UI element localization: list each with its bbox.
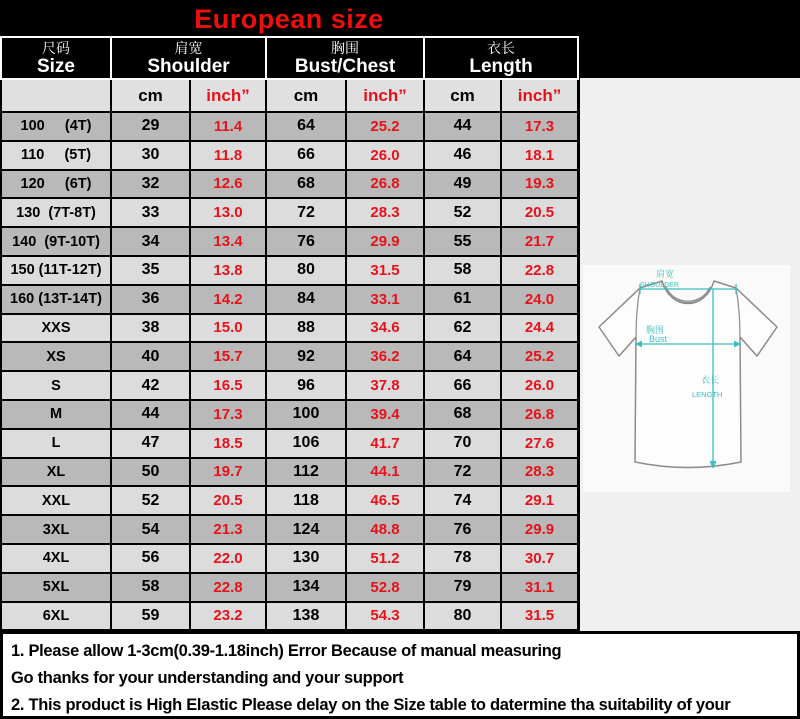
inch-value-cell: 20.5	[190, 486, 266, 515]
inch-value-cell: 22.8	[501, 256, 578, 285]
inch-value-cell: 15.0	[190, 314, 266, 343]
size-cell: 100 (4T)	[1, 112, 111, 141]
cm-value-cell: 76	[266, 227, 346, 256]
inch-value-cell: 41.7	[346, 429, 424, 458]
inch-value-cell: 24.0	[501, 285, 578, 314]
size-cell: XXS	[1, 314, 111, 343]
cm-value-cell: 64	[266, 112, 346, 141]
inch-value-cell: 24.4	[501, 314, 578, 343]
inch-value-cell: 18.5	[190, 429, 266, 458]
table-row	[1, 112, 578, 141]
cm-value-cell: 76	[424, 515, 501, 544]
size-cell: 5XL	[1, 573, 111, 602]
cm-value-cell: 62	[424, 314, 501, 343]
inch-value-cell: 44.1	[346, 458, 424, 487]
cm-value-cell: 92	[266, 342, 346, 371]
column-header-shoulder: 肩宽 Shoulder	[111, 37, 266, 79]
unit-inch-header: inch”	[346, 79, 424, 112]
footer-notes	[0, 631, 800, 719]
cm-value-cell: 72	[424, 458, 501, 487]
inch-value-cell: 26.0	[501, 371, 578, 400]
cm-value-cell: 32	[111, 170, 190, 199]
tshirt-diagram	[583, 265, 790, 492]
cm-value-cell: 78	[424, 544, 501, 573]
bust-label-en: Bust	[649, 334, 668, 344]
cm-value-cell: 88	[266, 314, 346, 343]
inch-value-cell: 30.7	[501, 544, 578, 573]
inch-value-cell: 23.2	[190, 602, 266, 631]
inch-value-cell: 37.8	[346, 371, 424, 400]
inch-value-cell: 18.1	[501, 141, 578, 170]
table-row	[1, 486, 578, 515]
table-header-row	[1, 37, 578, 79]
unit-cm-header: cm	[424, 79, 501, 112]
size-cell: 130 (7T-8T)	[1, 198, 111, 227]
size-cell: 140 (9T-10T)	[1, 227, 111, 256]
inch-value-cell: 25.2	[501, 342, 578, 371]
cm-value-cell: 70	[424, 429, 501, 458]
shoulder-label-en: SHOULDER	[640, 282, 679, 289]
cm-value-cell: 118	[266, 486, 346, 515]
size-cell: 150 (11T-12T)	[1, 256, 111, 285]
size-cell: 110 (5T)	[1, 141, 111, 170]
inch-value-cell: 17.3	[501, 112, 578, 141]
inch-value-cell: 46.5	[346, 486, 424, 515]
inch-value-cell: 12.6	[190, 170, 266, 199]
cm-value-cell: 58	[111, 573, 190, 602]
footer-note-1: 1. Please allow 1-3cm(0.39-1.18inch) Error Because of manual measuring	[11, 642, 562, 660]
size-cell: 3XL	[1, 515, 111, 544]
unit-inch-header: inch”	[501, 79, 578, 112]
inch-value-cell: 26.8	[346, 170, 424, 199]
cm-value-cell: 106	[266, 429, 346, 458]
table-row	[1, 573, 578, 602]
table-row	[1, 515, 578, 544]
inch-value-cell: 16.5	[190, 371, 266, 400]
inch-value-cell: 52.8	[346, 573, 424, 602]
cm-value-cell: 80	[424, 602, 501, 631]
table-row	[1, 170, 578, 199]
cm-value-cell: 66	[266, 141, 346, 170]
size-cell: L	[1, 429, 111, 458]
cm-value-cell: 138	[266, 602, 346, 631]
inch-value-cell: 11.8	[190, 141, 266, 170]
inch-value-cell: 13.8	[190, 256, 266, 285]
inch-value-cell: 28.3	[501, 458, 578, 487]
shoulder-label-zh: 肩宽	[656, 269, 675, 279]
table-row	[1, 429, 578, 458]
inch-value-cell: 48.8	[346, 515, 424, 544]
cm-value-cell: 80	[266, 256, 346, 285]
unit-header-row	[1, 79, 578, 112]
cm-value-cell: 96	[266, 371, 346, 400]
cm-value-cell: 74	[424, 486, 501, 515]
inch-value-cell: 22.0	[190, 544, 266, 573]
length-label-zh: 衣长	[701, 375, 720, 385]
cm-value-cell: 38	[111, 314, 190, 343]
inch-value-cell: 13.0	[190, 198, 266, 227]
cm-value-cell: 79	[424, 573, 501, 602]
column-header-length: 衣长 Length	[424, 37, 578, 79]
cm-value-cell: 50	[111, 458, 190, 487]
cm-value-cell: 30	[111, 141, 190, 170]
inch-value-cell: 20.5	[501, 198, 578, 227]
size-cell: XS	[1, 342, 111, 371]
inch-value-cell: 13.4	[190, 227, 266, 256]
cm-value-cell: 84	[266, 285, 346, 314]
cm-value-cell: 35	[111, 256, 190, 285]
cm-value-cell: 68	[424, 400, 501, 429]
table-row	[1, 198, 578, 227]
cm-value-cell: 59	[111, 602, 190, 631]
cm-value-cell: 72	[266, 198, 346, 227]
cm-value-cell: 61	[424, 285, 501, 314]
inch-value-cell: 29.1	[501, 486, 578, 515]
cm-value-cell: 130	[266, 544, 346, 573]
size-cell: XL	[1, 458, 111, 487]
size-cell: 160 (13T-14T)	[1, 285, 111, 314]
inch-value-cell: 14.2	[190, 285, 266, 314]
cm-value-cell: 56	[111, 544, 190, 573]
inch-value-cell: 25.2	[346, 112, 424, 141]
cm-value-cell: 29	[111, 112, 190, 141]
cm-value-cell: 47	[111, 429, 190, 458]
size-table-body	[1, 112, 578, 630]
inch-value-cell: 26.8	[501, 400, 578, 429]
inch-value-cell: 31.5	[346, 256, 424, 285]
inch-value-cell: 15.7	[190, 342, 266, 371]
inch-value-cell: 31.1	[501, 573, 578, 602]
cm-value-cell: 68	[266, 170, 346, 199]
inch-value-cell: 27.6	[501, 429, 578, 458]
column-header-bust: 胸围 Bust/Chest	[266, 37, 424, 79]
table-row	[1, 314, 578, 343]
inch-value-cell: 51.2	[346, 544, 424, 573]
size-cell: 4XL	[1, 544, 111, 573]
table-row	[1, 602, 578, 631]
size-cell: 120 (6T)	[1, 170, 111, 199]
size-cell: 6XL	[1, 602, 111, 631]
size-cell: XXL	[1, 486, 111, 515]
cm-value-cell: 40	[111, 342, 190, 371]
footer-note-2: Go thanks for your understanding and your support	[11, 669, 404, 687]
unit-inch-header: inch”	[190, 79, 266, 112]
inch-value-cell: 22.8	[190, 573, 266, 602]
cm-value-cell: 42	[111, 371, 190, 400]
cm-value-cell: 134	[266, 573, 346, 602]
inch-value-cell: 19.7	[190, 458, 266, 487]
inch-value-cell: 54.3	[346, 602, 424, 631]
footer-note-3: 2. This product is High Elastic Please delay on the Size table to datermine tha suitability of your	[11, 696, 731, 714]
inch-value-cell: 28.3	[346, 198, 424, 227]
column-header-size: 尺码 Size	[1, 37, 111, 79]
size-cell: S	[1, 371, 111, 400]
bust-label-zh: 胸围	[646, 325, 665, 335]
cm-value-cell: 52	[111, 486, 190, 515]
table-row	[1, 285, 578, 314]
size-table	[0, 36, 579, 631]
cm-value-cell: 46	[424, 141, 501, 170]
cm-value-cell: 66	[424, 371, 501, 400]
cm-value-cell: 49	[424, 170, 501, 199]
cm-value-cell: 124	[266, 515, 346, 544]
table-row	[1, 400, 578, 429]
inch-value-cell: 29.9	[501, 515, 578, 544]
cm-value-cell: 55	[424, 227, 501, 256]
cm-value-cell: 33	[111, 198, 190, 227]
cm-value-cell: 54	[111, 515, 190, 544]
cm-value-cell: 44	[111, 400, 190, 429]
inch-value-cell: 11.4	[190, 112, 266, 141]
size-cell: M	[1, 400, 111, 429]
table-row	[1, 342, 578, 371]
inch-value-cell: 36.2	[346, 342, 424, 371]
table-row	[1, 371, 578, 400]
cm-value-cell: 34	[111, 227, 190, 256]
table-row	[1, 544, 578, 573]
inch-value-cell: 39.4	[346, 400, 424, 429]
inch-value-cell: 17.3	[190, 400, 266, 429]
length-label-en: LENGTH	[692, 390, 723, 399]
inch-value-cell: 19.3	[501, 170, 578, 199]
table-row	[1, 256, 578, 285]
cm-value-cell: 100	[266, 400, 346, 429]
cm-value-cell: 64	[424, 342, 501, 371]
cm-value-cell: 112	[266, 458, 346, 487]
inch-value-cell: 33.1	[346, 285, 424, 314]
table-row	[1, 458, 578, 487]
inch-value-cell: 21.3	[190, 515, 266, 544]
unit-blank-cell	[1, 79, 111, 112]
shirt-diagram-panel	[583, 265, 790, 492]
unit-cm-header: cm	[111, 79, 190, 112]
cm-value-cell: 52	[424, 198, 501, 227]
inch-value-cell: 26.0	[346, 141, 424, 170]
tshirt-outline	[599, 281, 777, 468]
cm-value-cell: 44	[424, 112, 501, 141]
inch-value-cell: 21.7	[501, 227, 578, 256]
inch-value-cell: 31.5	[501, 602, 578, 631]
table-row	[1, 141, 578, 170]
table-row	[1, 227, 578, 256]
unit-cm-header: cm	[266, 79, 346, 112]
inch-value-cell: 29.9	[346, 227, 424, 256]
cm-value-cell: 58	[424, 256, 501, 285]
page-title: European size	[194, 4, 384, 34]
inch-value-cell: 34.6	[346, 314, 424, 343]
cm-value-cell: 36	[111, 285, 190, 314]
